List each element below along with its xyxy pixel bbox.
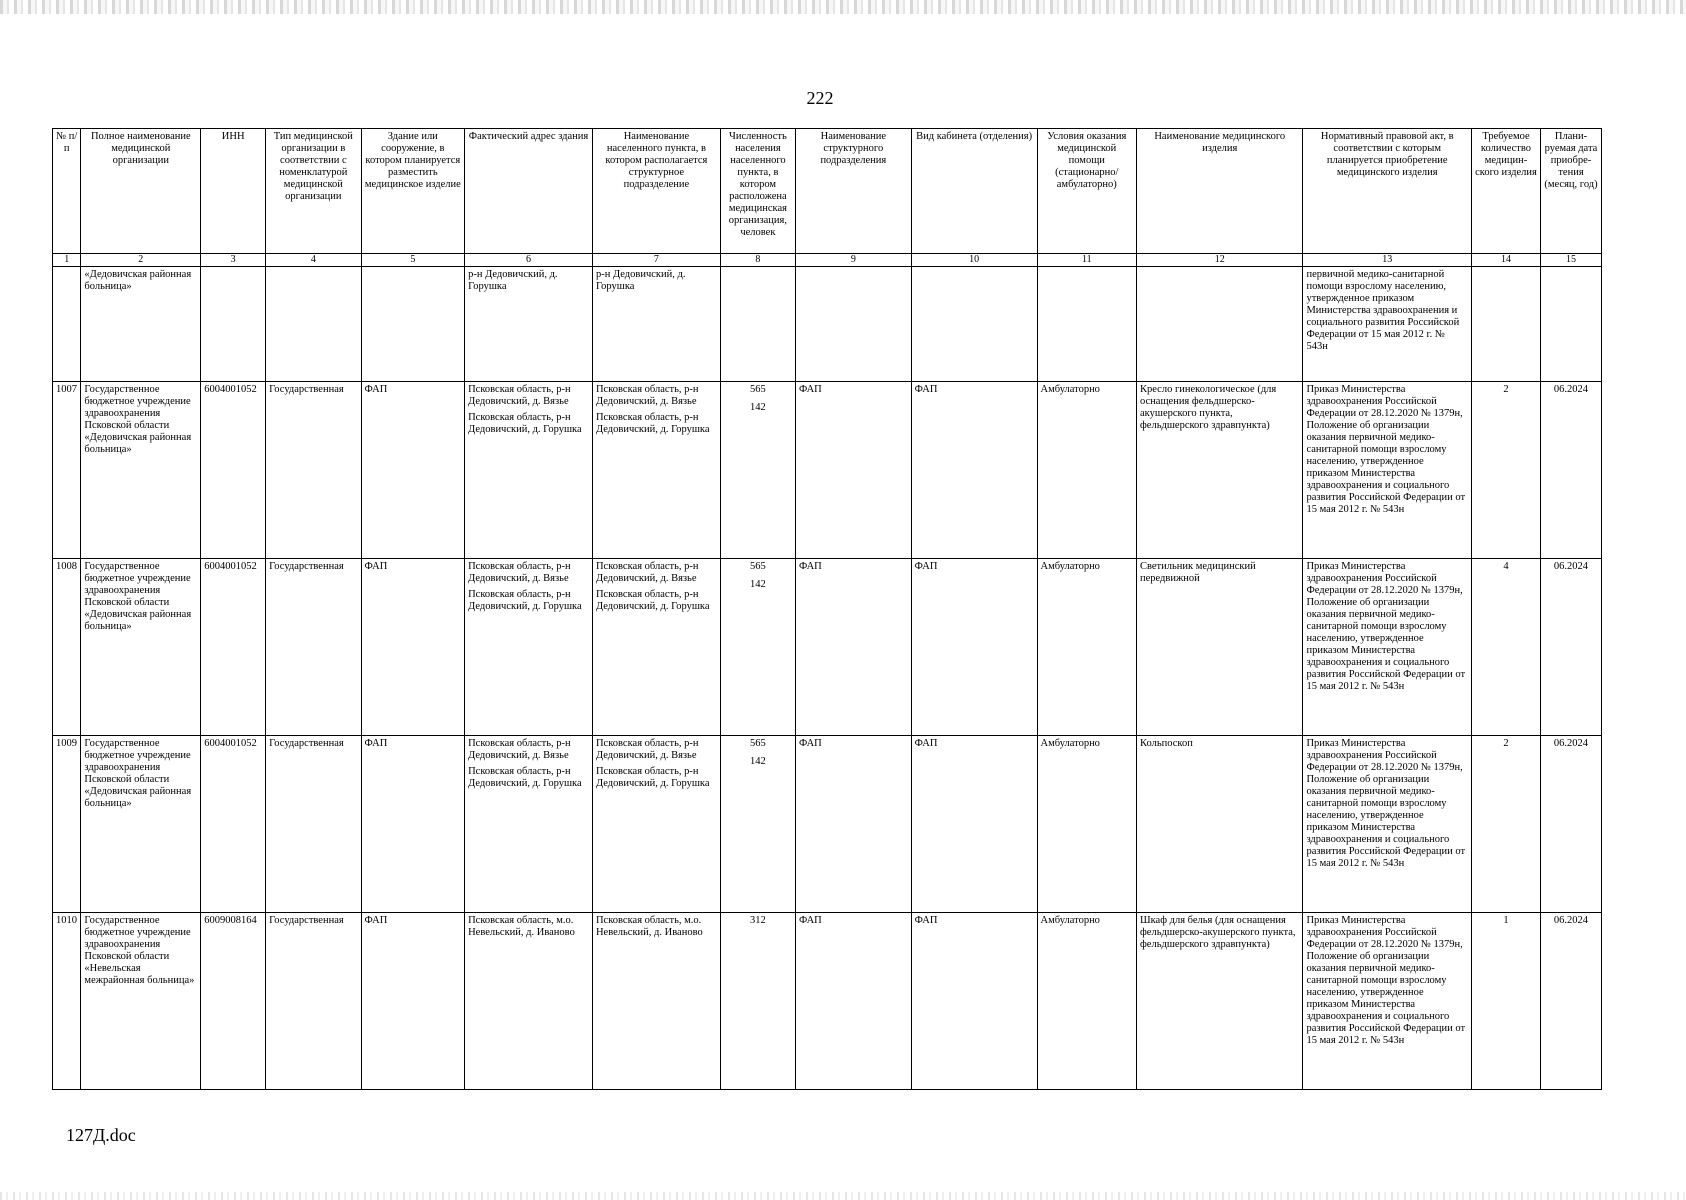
address-line: Псковская область, м.о. Невельский, д. Иваново: [468, 915, 575, 938]
cell-unit: ФАП: [795, 913, 911, 1090]
cell-quantity: [1471, 267, 1540, 382]
cell-type: [266, 267, 361, 382]
column-number: 1: [53, 254, 81, 267]
cell-settlement: [592, 913, 720, 1090]
cell-building: ФАП: [361, 913, 465, 1090]
column-number: 13: [1303, 254, 1472, 267]
header-row: [53, 129, 1602, 254]
cell-quantity: 1: [1471, 913, 1540, 1090]
cell-cabinet: ФАП: [911, 913, 1037, 1090]
settlement-line: Псковская область, р-н Дедовичский, д. Вязье: [595, 738, 699, 761]
population-value: 142: [750, 579, 766, 590]
scan-edge-top: [0, 0, 1686, 14]
header-cell-act: Нормативный правовой акт, в соответствии с которым планируется приобретение медицинского изделия: [1303, 129, 1472, 254]
cell-device: Кольпоскоп: [1137, 736, 1303, 913]
address-line: Псковская область, р-н Дедовичский, д. Горушка: [468, 412, 582, 435]
cell-num: [53, 267, 81, 382]
cell-act: первичной медико-санитарной помощи взрослому населению, утвержденное приказом Министерства здравоохранения и социального развития Российской Федерации от 15 мая 2012 г. № 543н: [1303, 267, 1472, 382]
cell-address: [465, 559, 593, 736]
cell-inn: 6004001052: [201, 382, 266, 559]
cell-cabinet: ФАП: [911, 559, 1037, 736]
settlement-line: Псковская область, р-н Дедовичский, д. Горушка: [595, 589, 710, 612]
cell-unit: ФАП: [795, 559, 911, 736]
cell-unit: ФАП: [795, 736, 911, 913]
header-cell-quantity: Требуемое количество медицин-ского изделия: [1471, 129, 1540, 254]
cell-num: 1010: [53, 913, 81, 1090]
cell-settlement: [592, 382, 720, 559]
cell-num: 1009: [53, 736, 81, 913]
column-number-row: [53, 254, 1602, 267]
settlement-line: Псковская область, р-н Дедовичский, д. Вязье: [595, 561, 699, 584]
table-row: [53, 382, 1602, 559]
cell-date: 06.2024: [1540, 736, 1601, 913]
address-line: Псковская область, р-н Дедовичский, д. Вязье: [468, 561, 571, 584]
header-cell-num: № п/п: [53, 129, 81, 254]
population-value: 312: [750, 915, 766, 926]
settlement-line: Псковская область, р-н Дедовичский, д. Вязье: [595, 384, 699, 407]
column-number: 5: [361, 254, 465, 267]
cell-org: Государственное бюджетное учреждение здравоохранения Псковской области «Дедовичская районная больница»: [81, 382, 201, 559]
table-row: [53, 913, 1602, 1090]
table-row: [53, 736, 1602, 913]
cell-unit: ФАП: [795, 382, 911, 559]
cell-population: [720, 382, 795, 559]
address-line: Псковская область, р-н Дедовичский, д. Горушка: [468, 589, 582, 612]
cell-population: [720, 559, 795, 736]
cell-org: Государственное бюджетное учреждение здравоохранения Псковской области «Дедовичская районная больница»: [81, 736, 201, 913]
header-cell-settlement: Наименование населенного пункта, в котором располагается структурное подразделение: [592, 129, 720, 254]
cell-unit: [795, 267, 911, 382]
column-number: 12: [1137, 254, 1303, 267]
cell-device: Шкаф для белья (для оснащения фельдшерско-акушерского пункта, фельдшерского здравпункта): [1137, 913, 1303, 1090]
address-line: Псковская область, р-н Дедовичский, д. Горушка: [468, 766, 582, 789]
cell-inn: 6004001052: [201, 736, 266, 913]
column-number: 4: [266, 254, 361, 267]
cell-org: «Дедовичская районная больница»: [81, 267, 201, 382]
cell-quantity: 2: [1471, 736, 1540, 913]
cell-num: 1007: [53, 382, 81, 559]
cell-conditions: [1037, 267, 1136, 382]
header-cell-device: Наименование медицинского изделия: [1137, 129, 1303, 254]
cell-type: Государственная: [266, 382, 361, 559]
cell-settlement: р-н Дедовичский, д. Горушка: [592, 267, 720, 382]
cell-conditions: Амбулаторно: [1037, 382, 1136, 559]
continued-row: [53, 267, 1602, 382]
header-cell-unit: Наименование структурного подразделения: [795, 129, 911, 254]
cell-org: Государственное бюджетное учреждение здравоохранения Псковской области «Дедовичская районная больница»: [81, 559, 201, 736]
cell-date: 06.2024: [1540, 913, 1601, 1090]
cell-device: [1137, 267, 1303, 382]
column-number: 6: [465, 254, 593, 267]
cell-device: Светильник медицинский передвижной: [1137, 559, 1303, 736]
column-number: 2: [81, 254, 201, 267]
cell-conditions: Амбулаторно: [1037, 736, 1136, 913]
cell-population: [720, 736, 795, 913]
cell-cabinet: ФАП: [911, 736, 1037, 913]
footer-filename: 127Д.doc: [66, 1125, 136, 1145]
cell-inn: 6004001052: [201, 559, 266, 736]
population-value: 565: [750, 738, 766, 749]
cell-building: ФАП: [361, 736, 465, 913]
page-number: 222: [806, 88, 834, 108]
cell-quantity: 2: [1471, 382, 1540, 559]
header-cell-date: Плани-руемая дата приобре-тения (месяц, год): [1540, 129, 1601, 254]
cell-cabinet: [911, 267, 1037, 382]
settlement-line: Псковская область, р-н Дедовичский, д. Горушка: [595, 412, 710, 435]
cell-date: 06.2024: [1540, 559, 1601, 736]
cell-act: Приказ Министерства здравоохранения Российской Федерации от 28.12.2020 № 1379н, Положение об организации оказания первичной медико-санитарной помощи взрослому населению, утвержденное приказом Министерства здравоохранения и социального развития Российской Федерации от 15 мая 2012 г. № 543н: [1303, 382, 1472, 559]
column-number: 9: [795, 254, 911, 267]
cell-quantity: 4: [1471, 559, 1540, 736]
header-cell-conditions: Условия оказания медицинской помощи (стационарно/ амбулаторно): [1037, 129, 1136, 254]
cell-address: [465, 382, 593, 559]
cell-population: [720, 267, 795, 382]
cell-settlement: [592, 736, 720, 913]
cell-address: [465, 913, 593, 1090]
settlement-line: Псковская область, м.о. Невельский, д. Иваново: [595, 915, 703, 938]
population-value: 142: [750, 756, 766, 767]
cell-device: Кресло гинекологическое (для оснащения фельдшерско-акушерского пункта, фельдшерского здравпункта): [1137, 382, 1303, 559]
cell-date: 06.2024: [1540, 382, 1601, 559]
cell-num: 1008: [53, 559, 81, 736]
cell-cabinet: ФАП: [911, 382, 1037, 559]
cell-address: р-н Дедовичский, д. Горушка: [465, 267, 593, 382]
column-number: 10: [911, 254, 1037, 267]
population-value: 142: [750, 402, 766, 413]
cell-building: ФАП: [361, 559, 465, 736]
address-line: Псковская область, р-н Дедовичский, д. Вязье: [468, 384, 571, 407]
cell-settlement: [592, 559, 720, 736]
cell-building: [361, 267, 465, 382]
cell-type: Государственная: [266, 559, 361, 736]
header-cell-cabinet: Вид кабинета (отделения): [911, 129, 1037, 254]
column-number: 15: [1540, 254, 1601, 267]
table-row: [53, 559, 1602, 736]
scan-edge-bottom: [0, 1192, 1686, 1200]
cell-conditions: Амбулаторно: [1037, 913, 1136, 1090]
cell-conditions: Амбулаторно: [1037, 559, 1136, 736]
cell-inn: 6009008164: [201, 913, 266, 1090]
cell-type: Государственная: [266, 913, 361, 1090]
record-rows: [53, 382, 1602, 1090]
header-cell-building: Здание или сооружение, в котором планируется разместить медицинское изделие: [361, 129, 465, 254]
address-line: Псковская область, р-н Дедовичский, д. Вязье: [468, 738, 571, 761]
cell-building: ФАП: [361, 382, 465, 559]
header-cell-population: Численность населения населенного пункта, в котором расположена медицинская организация, человек: [720, 129, 795, 254]
column-number: 11: [1037, 254, 1136, 267]
column-number: 7: [592, 254, 720, 267]
cell-act: Приказ Министерства здравоохранения Российской Федерации от 28.12.2020 № 1379н, Положение об организации оказания первичной медико-санитарной помощи взрослому населению, утвержденное приказом Министерства здравоохранения и социального развития Российской Федерации от 15 мая 2012 г. № 543н: [1303, 736, 1472, 913]
header-cell-inn: ИНН: [201, 129, 266, 254]
population-value: 565: [750, 384, 766, 395]
header-cell-address: Фактический адрес здания: [465, 129, 593, 254]
population-value: 565: [750, 561, 766, 572]
header-cell-org: Полное наименование медицинской организации: [81, 129, 201, 254]
cell-act: Приказ Министерства здравоохранения Российской Федерации от 28.12.2020 № 1379н, Положение об организации оказания первичной медико-санитарной помощи взрослому населению, утвержденное приказом Министерства здравоохранения и социального развития Российской Федерации от 15 мая 2012 г. № 543н: [1303, 559, 1472, 736]
cell-act: Приказ Министерства здравоохранения Российской Федерации от 28.12.2020 № 1379н, Положение об организации оказания первичной медико-санитарной помощи взрослому населению, утвержденное приказом Министерства здравоохранения и социального развития Российской Федерации от 15 мая 2012 г. № 543н: [1303, 913, 1472, 1090]
cell-date: [1540, 267, 1601, 382]
header-cell-type: Тип медицинской организации в соответствии с номенклатурой медицинской организации: [266, 129, 361, 254]
column-number: 3: [201, 254, 266, 267]
cell-inn: [201, 267, 266, 382]
registry-table: [52, 128, 1602, 1090]
column-number: 8: [720, 254, 795, 267]
settlement-line: Псковская область, р-н Дедовичский, д. Горушка: [595, 766, 710, 789]
cell-type: Государственная: [266, 736, 361, 913]
column-number: 14: [1471, 254, 1540, 267]
cell-org: Государственное бюджетное учреждение здравоохранения Псковской области «Невельская межрайонная больница»: [81, 913, 201, 1090]
cell-address: [465, 736, 593, 913]
cell-population: [720, 913, 795, 1090]
